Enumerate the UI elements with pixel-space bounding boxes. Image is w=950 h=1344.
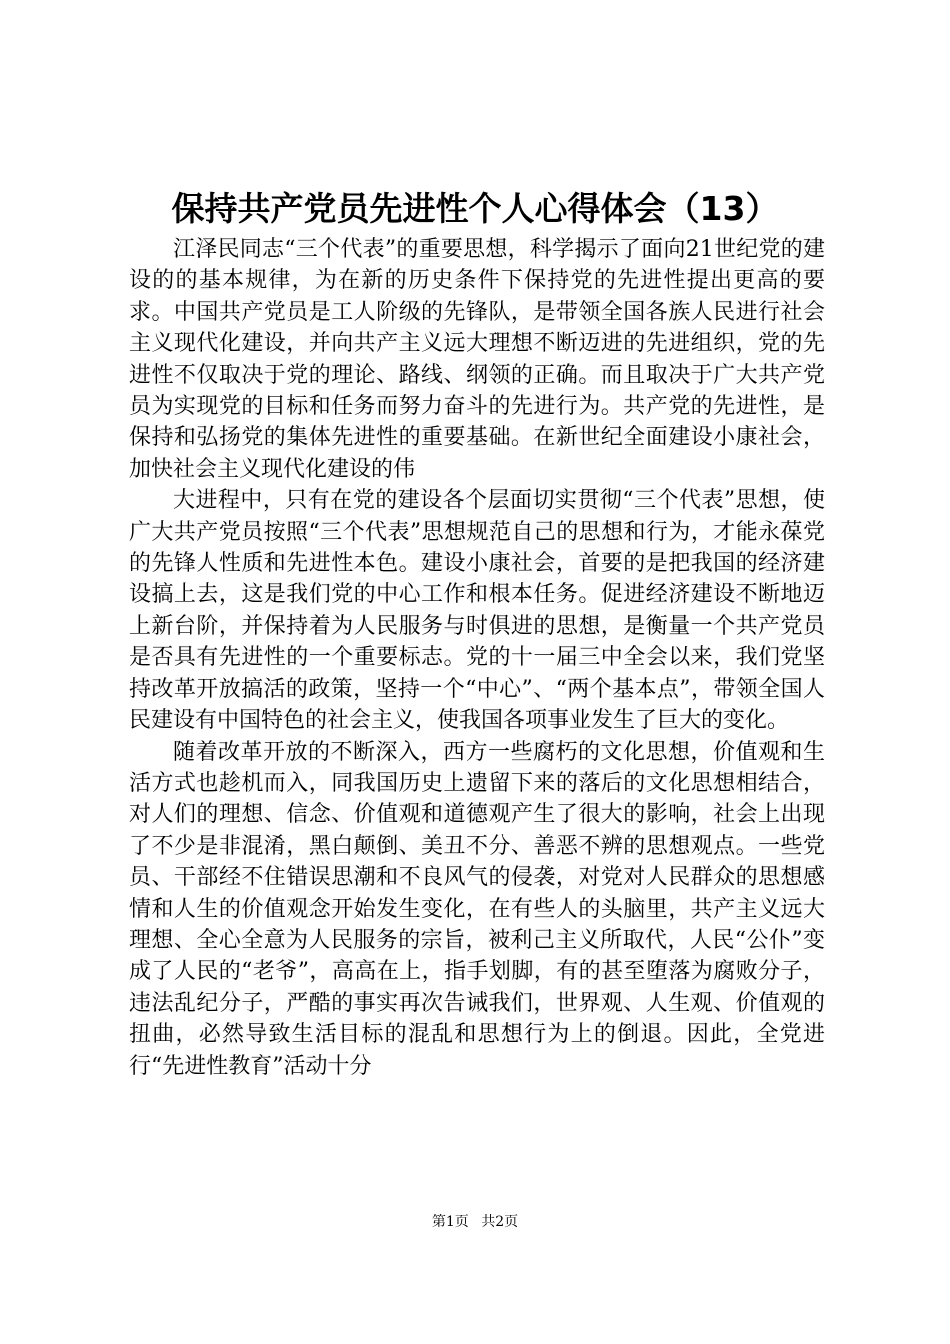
page-number-total: 共2页 — [481, 1214, 519, 1230]
page-number-current: 第1页 — [431, 1214, 469, 1230]
paragraph-2: 大进程中，只有在党的建设各个层面切实贯彻“三个代表”思想，使广大共产党员按照“三个代表”思想规范自己的思想和行为，才能永葆党的先锋人性质和先进性本色。建设小康社会，首要的是把我国的经济建设搞上去，这是我们党的中心工作和根本任务。促进经济建设不断地迈上新台阶，并保持着为人民服务与时俱进的思想，是衡量一个共产党员是否具有先进性的一个重要标志。党的十一届三中全会以来，我们党坚持改革开放搞活的政策，坚持一个“中心”、“两个基本点”，带领全国人民建设有中国特色的社会主义，使我国各项事业发生了巨大的变化。 — [129, 488, 825, 734]
paragraph-3: 随着改革开放的不断深入，西方一些腐朽的文化思想，价值观和生活方式也趁机而入，同我国历史上遗留下来的落后的文化思想相结合，对人们的理想、信念、价值观和道德观产生了很大的影响，社会上出现了不少是非混淆，黑白颠倒、美丑不分、善恶不辨的思想观点。一些党员、干部经不住错误思潮和不良风气的侵袭，对党对人民群众的思想感情和人生的价值观念开始发生变化，在有些人的头脑里，共产主义远大理想、全心全意为人民服务的宗旨，被利己主义所取代，人民“公仆”变成了人民的“老爷”，高高在上，指手划脚，有的甚至堕落为腐败分子，违法乱纪分子，严酷的事实再次告诫我们，世界观、人生观、价值观的扭曲，必然导致生活目标的混乱和思想行为上的倒退。因此，全党进行“先进性教育”活动十分 — [129, 739, 825, 1079]
paragraph-1: 江泽民同志“三个代表”的重要思想，科学揭示了面向21世纪党的建设的的基本规律，为在新的历史条件下保持党的先进性提出更高的要求。中国共产党员是工人阶级的先锋队，是带领全国各族人民进行社会主义现代化建设，并向共产主义远大理想不断迈进的先进组织，党的先进性不仅取决于党的理论、路线、纲领的正确。而且取决于广大共产党员为实现党的目标和任务而努力奋斗的先进行为。共产党的先进性，是保持和弘扬党的集体先进性的重要基础。在新世纪全面建设小康社会，加快社会主义现代化建设的伟 — [129, 237, 825, 482]
document-title: 保持共产党员先进性个人心得体会（13） — [171, 189, 779, 228]
page-footer — [0, 1212, 950, 1232]
document-body — [129, 234, 825, 1082]
